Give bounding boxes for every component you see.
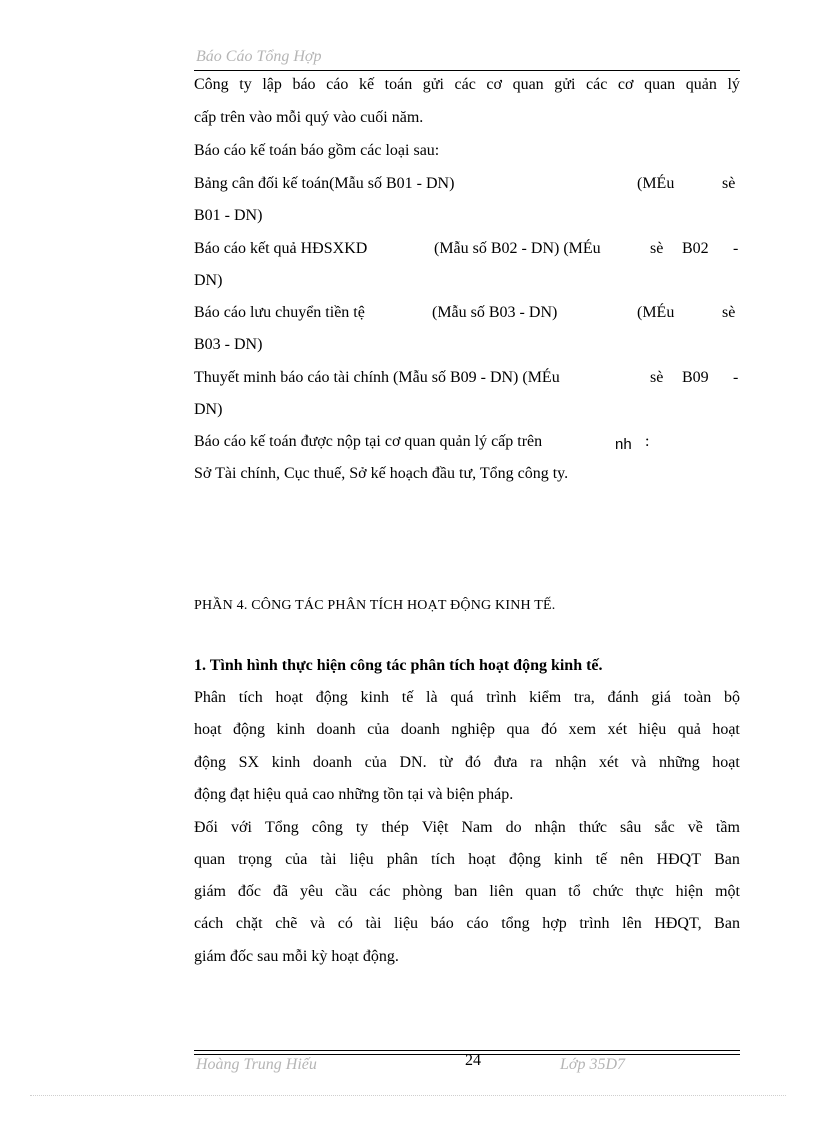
word: cơ	[617, 76, 634, 93]
word: đó	[465, 754, 482, 771]
word: cáo	[466, 915, 489, 932]
word: nhận	[555, 754, 587, 771]
word: đưa	[493, 754, 518, 771]
word: nên	[620, 851, 644, 868]
form-code-label: (MÉu	[637, 175, 675, 192]
word: chặt	[235, 915, 263, 932]
word: những	[658, 754, 700, 771]
word: ty	[355, 819, 369, 836]
word: động	[315, 689, 348, 706]
word: liên	[489, 883, 514, 900]
text-line: động đạt hiệu quả cao những tồn tại và biện pháp.	[194, 786, 514, 803]
justified-line	[194, 816, 740, 840]
justified-line	[194, 718, 740, 742]
word: tích	[431, 851, 456, 868]
word: quá	[450, 689, 474, 706]
submission-text: Báo cáo kế toán được nộp tại cơ quan quản lý cấp trên	[194, 433, 543, 450]
word: của	[285, 851, 308, 868]
word: lập	[262, 76, 282, 93]
text-line: DN)	[194, 272, 223, 289]
word: từ	[439, 754, 453, 771]
justified-line	[194, 73, 740, 97]
report-item-1: Bảng cân đối kế toán(Mẫu số B01 - DN)	[194, 175, 455, 192]
word: Ban	[714, 851, 740, 868]
text-line: cấp trên vào mỗi quý vào cuối năm.	[194, 109, 424, 126]
word: hợp	[542, 915, 567, 932]
word: xem	[568, 721, 597, 738]
word: các	[586, 76, 608, 93]
word: đó	[541, 721, 558, 738]
word: động	[194, 754, 226, 771]
page-edge-dots	[30, 1095, 786, 1096]
word: nghiệp	[451, 721, 495, 738]
word: kinh	[271, 754, 301, 771]
word: tế	[401, 689, 414, 706]
footer-class: Lớp 35D7	[560, 1056, 625, 1073]
word: chẽ	[275, 915, 298, 932]
word: có	[337, 915, 353, 932]
dash: -	[733, 240, 739, 257]
word: hoạt	[194, 721, 222, 738]
word: trọng	[238, 851, 273, 868]
word: doanh	[312, 754, 352, 771]
form-code-label: (Mẫu số B02 - DN) (MÉu	[434, 240, 601, 257]
fragment-text: nh	[615, 436, 632, 453]
word: HĐQT	[656, 851, 701, 868]
word: kế	[358, 76, 375, 93]
word: qua	[506, 721, 530, 738]
word: là	[426, 689, 438, 706]
word: quan	[194, 851, 226, 868]
form-number: B02	[682, 240, 709, 257]
justified-line	[194, 880, 740, 904]
word: nhận	[534, 819, 566, 836]
word: ty	[239, 76, 252, 93]
word: Phân	[194, 689, 226, 706]
colon: :	[645, 433, 650, 450]
form-code-label: (MÉu	[637, 304, 675, 321]
word: ra	[530, 754, 543, 771]
word: SX	[238, 754, 260, 771]
word: hoạt	[712, 754, 740, 771]
word: của	[364, 754, 387, 771]
form-code: (Mẫu số B03 - DN)	[432, 304, 558, 321]
word: gửi	[422, 76, 444, 93]
word: bộ	[724, 689, 740, 706]
text-line: B01 - DN)	[194, 207, 263, 224]
word: về	[687, 819, 703, 836]
word: do	[505, 819, 522, 836]
word: sắc	[654, 819, 675, 836]
word: xét	[607, 721, 628, 738]
report-item-4: Thuyết minh báo cáo tài chính (Mẫu số B09 - DN) (MÉu	[194, 369, 560, 386]
header-title: Báo Cáo Tổng Hợp	[196, 48, 322, 65]
text-line: DN)	[194, 401, 223, 418]
form-number-label: sè	[722, 304, 736, 321]
word: quan	[512, 76, 544, 93]
word: với	[231, 819, 252, 836]
form-number-label: sè	[650, 369, 664, 386]
word: kiểm	[529, 689, 562, 706]
word: các	[369, 883, 391, 900]
text-line: Báo cáo kế toán báo gồm các loại sau:	[194, 142, 440, 159]
word: thép	[381, 819, 409, 836]
word: cách	[194, 915, 224, 932]
justified-line	[194, 912, 740, 936]
word: kinh	[360, 689, 389, 706]
word: liệu	[349, 851, 374, 868]
word: tổ	[568, 883, 581, 900]
word: gửi	[554, 76, 576, 93]
word: hoạt	[712, 721, 740, 738]
word: và	[310, 915, 326, 932]
word: trình	[579, 915, 610, 932]
dash: -	[733, 369, 739, 386]
word: giá	[651, 689, 671, 706]
word: đốc	[237, 883, 262, 900]
form-number-label: sè	[650, 240, 664, 257]
word: báo	[430, 915, 454, 932]
word: hiệu	[638, 721, 667, 738]
word: tra,	[573, 689, 595, 706]
word: quan	[644, 76, 676, 93]
word: toàn	[683, 689, 712, 706]
word: và	[631, 754, 647, 771]
word: trình	[486, 689, 517, 706]
word: đã	[272, 883, 289, 900]
footer-author: Hoàng Trung Hiếu	[196, 1056, 317, 1073]
word: tổng	[501, 915, 530, 932]
text-line: B03 - DN)	[194, 336, 263, 353]
subsection-heading: 1. Tình hình thực hiện công tác phân tích hoạt động kinh tế.	[194, 657, 603, 674]
report-item-2: Báo cáo kết quả HĐSXKD	[194, 240, 368, 257]
section-title: PHẦN 4. CÔNG TÁC PHÂN TÍCH HOẠT ĐỘNG KINH TẾ.	[194, 598, 556, 613]
word: Nam	[461, 819, 493, 836]
word: giám	[194, 883, 226, 900]
report-item-3: Báo cáo lưu chuyển tiền tệ	[194, 304, 365, 321]
footer-rule	[194, 1050, 740, 1051]
word: Việt	[421, 819, 449, 836]
word: Ban	[714, 915, 740, 932]
word: sâu	[620, 819, 642, 836]
word: lý	[727, 76, 740, 93]
word: cơ	[486, 76, 502, 93]
word: phân	[386, 851, 418, 868]
word: quả	[677, 721, 701, 738]
form-number-label: sè	[722, 175, 736, 192]
word: Đối	[194, 819, 218, 836]
word: Công	[194, 76, 229, 93]
word: tầm	[715, 819, 740, 836]
word: một	[715, 883, 740, 900]
word: đánh	[607, 689, 639, 706]
word: thực	[635, 883, 664, 900]
word: phòng	[402, 883, 443, 900]
word: quản	[685, 76, 717, 93]
word: tài	[365, 915, 382, 932]
word: công	[311, 819, 343, 836]
word: của	[367, 721, 390, 738]
word: doanh	[400, 721, 440, 738]
word: yêu	[299, 883, 324, 900]
word: ban	[454, 883, 478, 900]
justified-line	[194, 686, 740, 710]
word: Tổng	[264, 819, 299, 836]
text-line: Sở Tài chính, Cục thuế, Sở kế hoạch đầu tư, Tổng công ty.	[194, 465, 569, 482]
word: xét	[599, 754, 619, 771]
word: toán	[384, 76, 413, 93]
word: DN.	[399, 754, 427, 771]
justified-line	[194, 848, 740, 872]
word: tích	[238, 689, 263, 706]
word: hoạt	[468, 851, 496, 868]
word: tài	[320, 851, 337, 868]
word: động	[508, 851, 541, 868]
page-number: 24	[465, 1052, 481, 1069]
word: động	[233, 721, 266, 738]
header-rule	[194, 70, 740, 71]
word: báo	[292, 76, 316, 93]
justified-line	[194, 751, 740, 775]
word: doanh	[316, 721, 356, 738]
text-line: giám đốc sau mỗi kỳ hoạt động.	[194, 948, 399, 965]
word: cáo	[326, 76, 349, 93]
word: chức	[592, 883, 624, 900]
word: hiện	[675, 883, 704, 900]
word: kinh	[554, 851, 583, 868]
word: HĐQT,	[654, 915, 702, 932]
word: liệu	[394, 915, 419, 932]
word: lên	[622, 915, 642, 932]
word: tế	[595, 851, 608, 868]
word: hoạt	[275, 689, 304, 706]
word: các	[454, 76, 476, 93]
word: cầu	[335, 883, 358, 900]
word: kinh	[276, 721, 305, 738]
word: quan	[525, 883, 557, 900]
form-number: B09	[682, 369, 709, 386]
word: thức	[578, 819, 607, 836]
